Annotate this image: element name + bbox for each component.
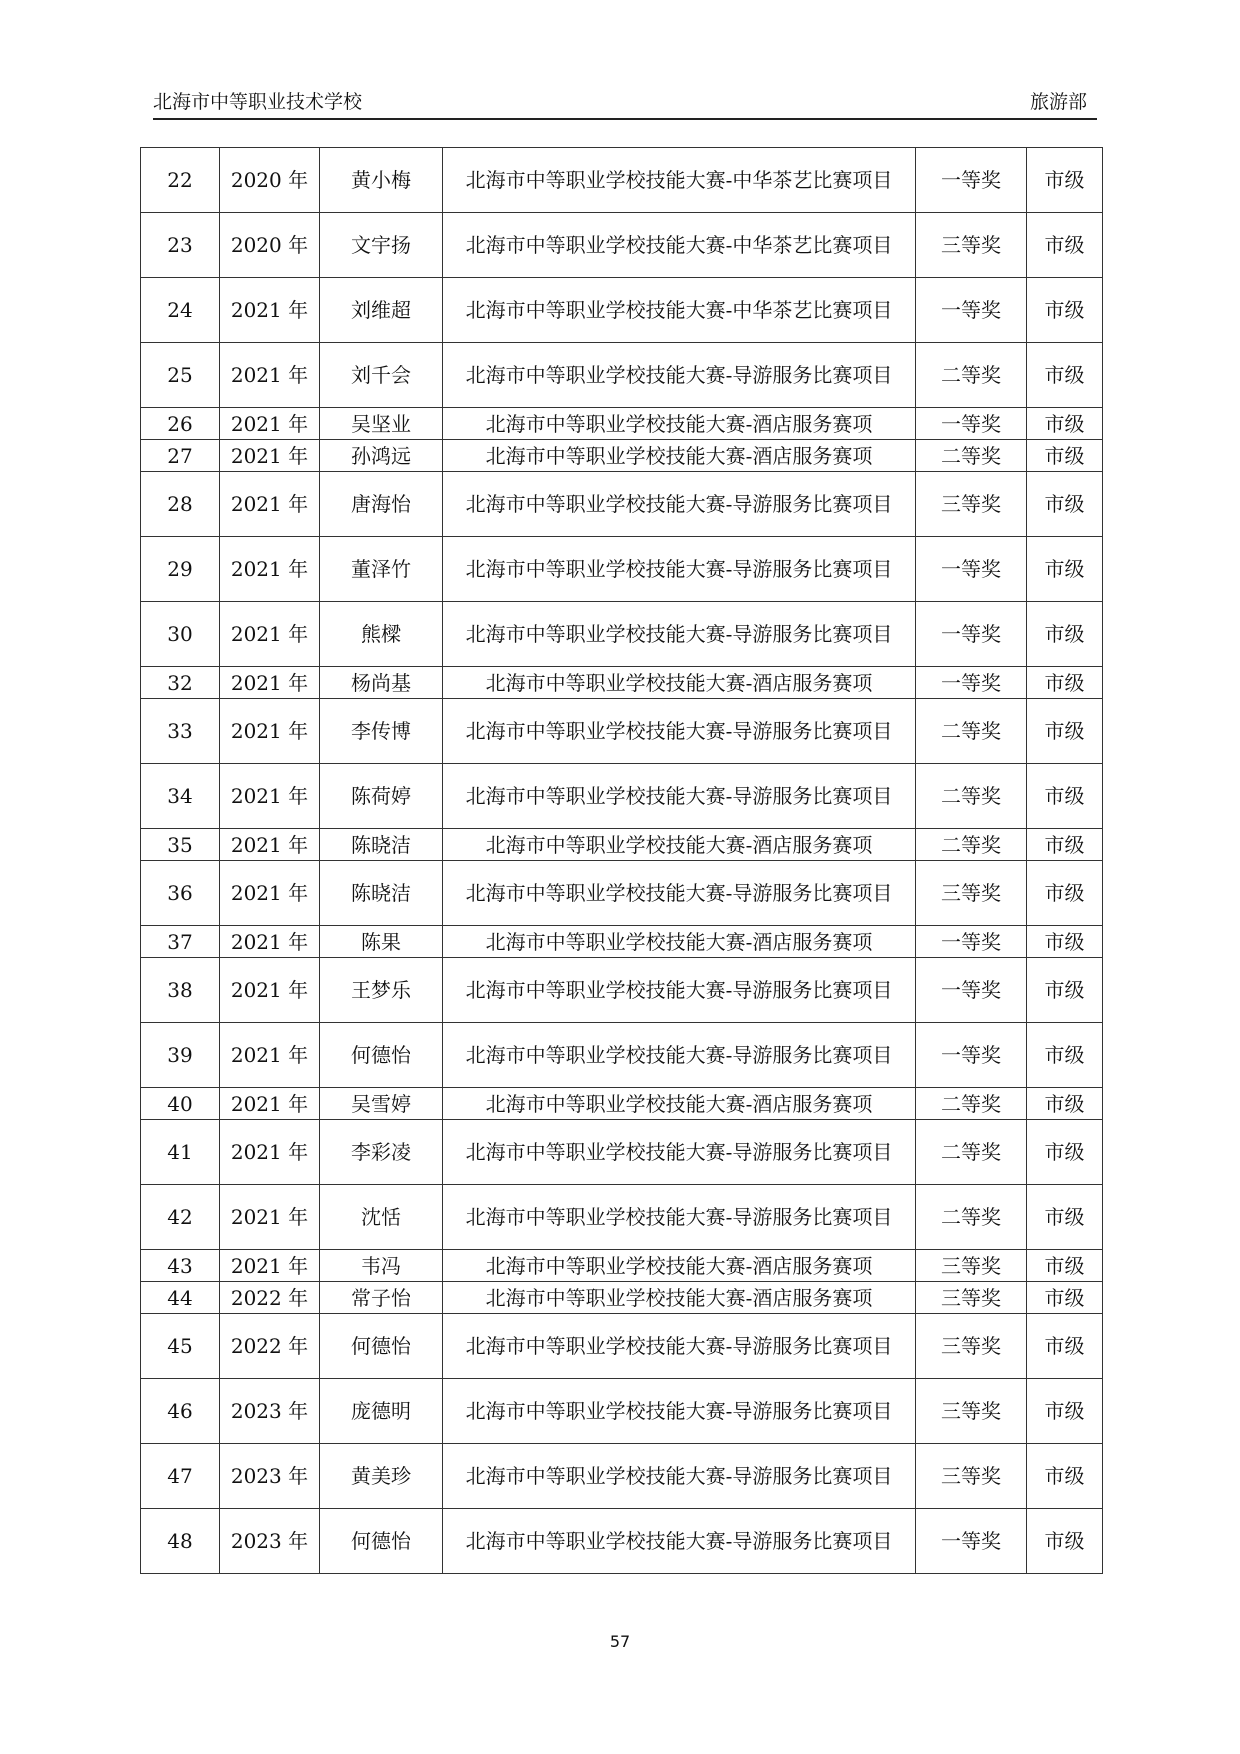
cell-competition: 北海市中等职业学校技能大赛-导游服务比赛项目 bbox=[443, 602, 916, 667]
cell-level: 市级 bbox=[1027, 472, 1103, 537]
page-header bbox=[153, 86, 1097, 120]
awards-table bbox=[140, 147, 1103, 1574]
cell-student-name: 吴坚业 bbox=[320, 408, 443, 440]
table-row bbox=[141, 1120, 1103, 1185]
cell-level: 市级 bbox=[1027, 440, 1103, 472]
cell-student-name: 吴雪婷 bbox=[320, 1088, 443, 1120]
cell-competition: 北海市中等职业学校技能大赛-酒店服务赛项 bbox=[443, 1088, 916, 1120]
cell-year: 2020 年 bbox=[220, 213, 320, 278]
table-row bbox=[141, 926, 1103, 958]
cell-level: 市级 bbox=[1027, 926, 1103, 958]
cell-year: 2020 年 bbox=[220, 148, 320, 213]
table-row bbox=[141, 1509, 1103, 1574]
cell-year: 2021 年 bbox=[220, 764, 320, 829]
cell-student-name: 文宇扬 bbox=[320, 213, 443, 278]
cell-level: 市级 bbox=[1027, 213, 1103, 278]
cell-student-name: 何德怡 bbox=[320, 1023, 443, 1088]
cell-award: 二等奖 bbox=[916, 1088, 1027, 1120]
cell-number: 38 bbox=[141, 958, 220, 1023]
cell-year: 2021 年 bbox=[220, 602, 320, 667]
cell-student-name: 孙鸿远 bbox=[320, 440, 443, 472]
table-row bbox=[141, 1185, 1103, 1250]
cell-number: 25 bbox=[141, 343, 220, 408]
cell-number: 44 bbox=[141, 1282, 220, 1314]
cell-year: 2021 年 bbox=[220, 1023, 320, 1088]
table-row bbox=[141, 343, 1103, 408]
cell-number: 24 bbox=[141, 278, 220, 343]
cell-competition: 北海市中等职业学校技能大赛-导游服务比赛项目 bbox=[443, 958, 916, 1023]
cell-level: 市级 bbox=[1027, 829, 1103, 861]
cell-number: 39 bbox=[141, 1023, 220, 1088]
cell-competition: 北海市中等职业学校技能大赛-酒店服务赛项 bbox=[443, 408, 916, 440]
table-row bbox=[141, 1379, 1103, 1444]
cell-level: 市级 bbox=[1027, 667, 1103, 699]
cell-number: 23 bbox=[141, 213, 220, 278]
table-row bbox=[141, 861, 1103, 926]
cell-competition: 北海市中等职业学校技能大赛-导游服务比赛项目 bbox=[443, 1509, 916, 1574]
cell-competition: 北海市中等职业学校技能大赛-导游服务比赛项目 bbox=[443, 1185, 916, 1250]
cell-competition: 北海市中等职业学校技能大赛-中华茶艺比赛项目 bbox=[443, 278, 916, 343]
cell-award: 三等奖 bbox=[916, 213, 1027, 278]
cell-year: 2022 年 bbox=[220, 1314, 320, 1379]
cell-level: 市级 bbox=[1027, 1444, 1103, 1509]
table-row bbox=[141, 1444, 1103, 1509]
cell-competition: 北海市中等职业学校技能大赛-导游服务比赛项目 bbox=[443, 861, 916, 926]
table-row bbox=[141, 958, 1103, 1023]
cell-level: 市级 bbox=[1027, 1379, 1103, 1444]
table-row bbox=[141, 408, 1103, 440]
cell-award: 一等奖 bbox=[916, 667, 1027, 699]
cell-competition: 北海市中等职业学校技能大赛-导游服务比赛项目 bbox=[443, 699, 916, 764]
cell-year: 2022 年 bbox=[220, 1282, 320, 1314]
cell-award: 三等奖 bbox=[916, 1444, 1027, 1509]
cell-award: 一等奖 bbox=[916, 926, 1027, 958]
cell-student-name: 沈恬 bbox=[320, 1185, 443, 1250]
cell-award: 二等奖 bbox=[916, 343, 1027, 408]
cell-level: 市级 bbox=[1027, 408, 1103, 440]
cell-competition: 北海市中等职业学校技能大赛-导游服务比赛项目 bbox=[443, 1023, 916, 1088]
department-name: 旅游部 bbox=[1029, 91, 1087, 113]
cell-competition: 北海市中等职业学校技能大赛-酒店服务赛项 bbox=[443, 1282, 916, 1314]
cell-award: 一等奖 bbox=[916, 1023, 1027, 1088]
cell-level: 市级 bbox=[1027, 602, 1103, 667]
cell-competition: 北海市中等职业学校技能大赛-酒店服务赛项 bbox=[443, 926, 916, 958]
cell-level: 市级 bbox=[1027, 537, 1103, 602]
cell-award: 三等奖 bbox=[916, 472, 1027, 537]
cell-award: 一等奖 bbox=[916, 537, 1027, 602]
cell-level: 市级 bbox=[1027, 148, 1103, 213]
cell-year: 2021 年 bbox=[220, 926, 320, 958]
cell-year: 2021 年 bbox=[220, 1120, 320, 1185]
cell-level: 市级 bbox=[1027, 1314, 1103, 1379]
cell-year: 2021 年 bbox=[220, 408, 320, 440]
cell-level: 市级 bbox=[1027, 1282, 1103, 1314]
cell-level: 市级 bbox=[1027, 861, 1103, 926]
cell-year: 2021 年 bbox=[220, 958, 320, 1023]
cell-award: 一等奖 bbox=[916, 1509, 1027, 1574]
table-row bbox=[141, 148, 1103, 213]
table-row bbox=[141, 1314, 1103, 1379]
cell-number: 47 bbox=[141, 1444, 220, 1509]
cell-competition: 北海市中等职业学校技能大赛-中华茶艺比赛项目 bbox=[443, 213, 916, 278]
cell-award: 二等奖 bbox=[916, 1185, 1027, 1250]
table-row bbox=[141, 278, 1103, 343]
cell-award: 二等奖 bbox=[916, 440, 1027, 472]
cell-student-name: 黄美珍 bbox=[320, 1444, 443, 1509]
cell-level: 市级 bbox=[1027, 1509, 1103, 1574]
cell-level: 市级 bbox=[1027, 278, 1103, 343]
cell-number: 36 bbox=[141, 861, 220, 926]
table-row bbox=[141, 537, 1103, 602]
cell-award: 一等奖 bbox=[916, 602, 1027, 667]
table-row bbox=[141, 472, 1103, 537]
cell-number: 28 bbox=[141, 472, 220, 537]
cell-number: 27 bbox=[141, 440, 220, 472]
cell-number: 42 bbox=[141, 1185, 220, 1250]
cell-student-name: 何德怡 bbox=[320, 1314, 443, 1379]
table-row bbox=[141, 1088, 1103, 1120]
cell-level: 市级 bbox=[1027, 1023, 1103, 1088]
cell-number: 34 bbox=[141, 764, 220, 829]
school-name: 北海市中等职业技术学校 bbox=[153, 91, 363, 113]
cell-number: 33 bbox=[141, 699, 220, 764]
cell-number: 45 bbox=[141, 1314, 220, 1379]
cell-level: 市级 bbox=[1027, 1250, 1103, 1282]
cell-number: 48 bbox=[141, 1509, 220, 1574]
cell-year: 2023 年 bbox=[220, 1444, 320, 1509]
cell-level: 市级 bbox=[1027, 958, 1103, 1023]
cell-student-name: 陈晓洁 bbox=[320, 861, 443, 926]
cell-level: 市级 bbox=[1027, 764, 1103, 829]
cell-year: 2021 年 bbox=[220, 343, 320, 408]
cell-number: 30 bbox=[141, 602, 220, 667]
table-row bbox=[141, 699, 1103, 764]
awards-table-body bbox=[141, 148, 1103, 1574]
cell-number: 35 bbox=[141, 829, 220, 861]
cell-student-name: 庞德明 bbox=[320, 1379, 443, 1444]
cell-number: 26 bbox=[141, 408, 220, 440]
cell-student-name: 何德怡 bbox=[320, 1509, 443, 1574]
cell-year: 2021 年 bbox=[220, 1250, 320, 1282]
cell-year: 2021 年 bbox=[220, 537, 320, 602]
cell-number: 41 bbox=[141, 1120, 220, 1185]
table-row bbox=[141, 764, 1103, 829]
cell-award: 三等奖 bbox=[916, 1379, 1027, 1444]
cell-competition: 北海市中等职业学校技能大赛-酒店服务赛项 bbox=[443, 667, 916, 699]
table-row bbox=[141, 667, 1103, 699]
cell-award: 一等奖 bbox=[916, 408, 1027, 440]
cell-level: 市级 bbox=[1027, 1088, 1103, 1120]
cell-competition: 北海市中等职业学校技能大赛-导游服务比赛项目 bbox=[443, 1379, 916, 1444]
cell-student-name: 杨尚基 bbox=[320, 667, 443, 699]
cell-student-name: 熊樑 bbox=[320, 602, 443, 667]
cell-student-name: 王梦乐 bbox=[320, 958, 443, 1023]
cell-student-name: 唐海怡 bbox=[320, 472, 443, 537]
cell-year: 2021 年 bbox=[220, 278, 320, 343]
cell-number: 32 bbox=[141, 667, 220, 699]
cell-year: 2021 年 bbox=[220, 1185, 320, 1250]
cell-competition: 北海市中等职业学校技能大赛-导游服务比赛项目 bbox=[443, 1314, 916, 1379]
cell-student-name: 刘维超 bbox=[320, 278, 443, 343]
cell-year: 2021 年 bbox=[220, 861, 320, 926]
cell-award: 二等奖 bbox=[916, 699, 1027, 764]
cell-year: 2023 年 bbox=[220, 1379, 320, 1444]
cell-year: 2021 年 bbox=[220, 472, 320, 537]
cell-competition: 北海市中等职业学校技能大赛-导游服务比赛项目 bbox=[443, 1444, 916, 1509]
cell-number: 43 bbox=[141, 1250, 220, 1282]
cell-award: 三等奖 bbox=[916, 1250, 1027, 1282]
cell-competition: 北海市中等职业学校技能大赛-导游服务比赛项目 bbox=[443, 343, 916, 408]
cell-student-name: 陈果 bbox=[320, 926, 443, 958]
cell-student-name: 黄小梅 bbox=[320, 148, 443, 213]
cell-student-name: 李传博 bbox=[320, 699, 443, 764]
cell-competition: 北海市中等职业学校技能大赛-导游服务比赛项目 bbox=[443, 537, 916, 602]
cell-award: 一等奖 bbox=[916, 958, 1027, 1023]
cell-number: 22 bbox=[141, 148, 220, 213]
cell-number: 37 bbox=[141, 926, 220, 958]
page-number: 57 bbox=[609, 1632, 631, 1651]
cell-year: 2023 年 bbox=[220, 1509, 320, 1574]
table-row bbox=[141, 1250, 1103, 1282]
cell-student-name: 刘千会 bbox=[320, 343, 443, 408]
cell-student-name: 董泽竹 bbox=[320, 537, 443, 602]
cell-award: 二等奖 bbox=[916, 1120, 1027, 1185]
cell-student-name: 李彩凌 bbox=[320, 1120, 443, 1185]
cell-award: 一等奖 bbox=[916, 278, 1027, 343]
cell-award: 三等奖 bbox=[916, 861, 1027, 926]
cell-award: 二等奖 bbox=[916, 764, 1027, 829]
cell-award: 二等奖 bbox=[916, 829, 1027, 861]
cell-award: 三等奖 bbox=[916, 1314, 1027, 1379]
cell-student-name: 陈荷婷 bbox=[320, 764, 443, 829]
cell-competition: 北海市中等职业学校技能大赛-导游服务比赛项目 bbox=[443, 472, 916, 537]
cell-level: 市级 bbox=[1027, 1120, 1103, 1185]
cell-level: 市级 bbox=[1027, 343, 1103, 408]
cell-award: 一等奖 bbox=[916, 148, 1027, 213]
table-row bbox=[141, 213, 1103, 278]
table-row bbox=[141, 440, 1103, 472]
cell-number: 46 bbox=[141, 1379, 220, 1444]
cell-competition: 北海市中等职业学校技能大赛-酒店服务赛项 bbox=[443, 829, 916, 861]
cell-number: 29 bbox=[141, 537, 220, 602]
cell-student-name: 陈晓洁 bbox=[320, 829, 443, 861]
cell-award: 三等奖 bbox=[916, 1282, 1027, 1314]
table-row bbox=[141, 1282, 1103, 1314]
cell-level: 市级 bbox=[1027, 1185, 1103, 1250]
cell-year: 2021 年 bbox=[220, 829, 320, 861]
cell-student-name: 韦冯 bbox=[320, 1250, 443, 1282]
cell-competition: 北海市中等职业学校技能大赛-导游服务比赛项目 bbox=[443, 764, 916, 829]
cell-competition: 北海市中等职业学校技能大赛-酒店服务赛项 bbox=[443, 1250, 916, 1282]
cell-year: 2021 年 bbox=[220, 1088, 320, 1120]
cell-level: 市级 bbox=[1027, 699, 1103, 764]
cell-competition: 北海市中等职业学校技能大赛-中华茶艺比赛项目 bbox=[443, 148, 916, 213]
cell-competition: 北海市中等职业学校技能大赛-导游服务比赛项目 bbox=[443, 1120, 916, 1185]
cell-year: 2021 年 bbox=[220, 667, 320, 699]
cell-year: 2021 年 bbox=[220, 440, 320, 472]
table-row bbox=[141, 1023, 1103, 1088]
cell-number: 40 bbox=[141, 1088, 220, 1120]
table-row bbox=[141, 602, 1103, 667]
cell-year: 2021 年 bbox=[220, 699, 320, 764]
table-row bbox=[141, 829, 1103, 861]
cell-competition: 北海市中等职业学校技能大赛-酒店服务赛项 bbox=[443, 440, 916, 472]
cell-student-name: 常子怡 bbox=[320, 1282, 443, 1314]
